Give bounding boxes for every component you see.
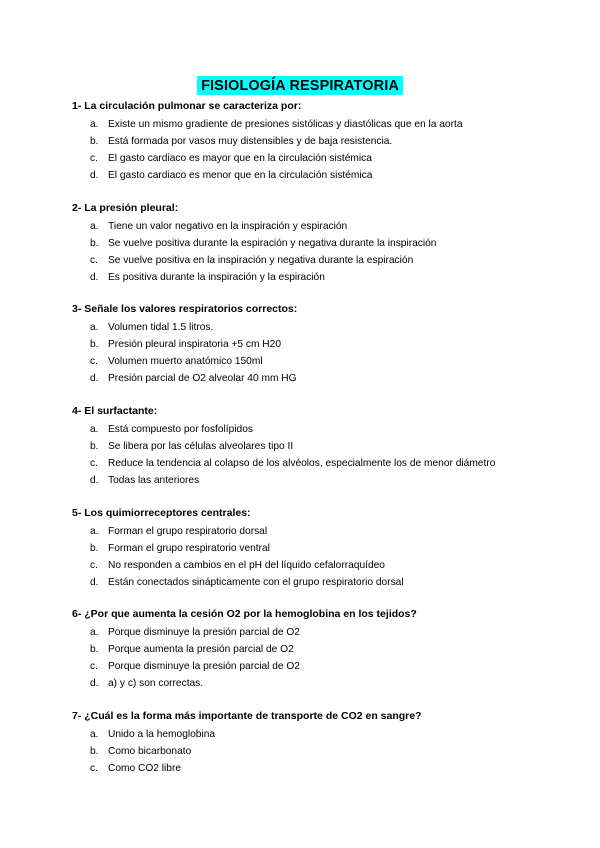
option-text: Volumen muerto anatómico 150ml — [108, 356, 263, 367]
question-text: 2- La presión pleural: — [72, 202, 179, 214]
option-a — [72, 319, 572, 336]
option-letter: c. — [90, 560, 98, 571]
option-text: Está formada por vasos muy distensibles y de baja resistencia. — [108, 136, 393, 147]
option-c — [72, 353, 572, 370]
option-c — [72, 252, 572, 269]
option-letter: c. — [90, 356, 98, 367]
option-text: Como bicarbonato — [108, 746, 192, 757]
page-title: FISIOLOGÍA RESPIRATORIA — [197, 76, 403, 95]
options-list — [72, 218, 572, 286]
option-a — [72, 726, 572, 743]
option-text: Se libera por las células alveolares tipo II — [108, 441, 294, 452]
option-b — [72, 743, 572, 760]
option-letter: a. — [90, 424, 99, 435]
option-text: Porque aumenta la presión parcial de O2 — [108, 644, 294, 655]
question-text: 1- La circulación pulmonar se caracteriza por: — [72, 100, 302, 112]
question-5 — [72, 506, 572, 591]
question-1 — [72, 99, 572, 184]
option-b — [72, 641, 572, 658]
option-text: a) y c) son correctas. — [108, 678, 204, 689]
option-letter: a. — [90, 322, 99, 333]
option-letter: a. — [90, 729, 99, 740]
option-letter: a. — [90, 627, 99, 638]
option-text: No responden a cambios en el pH del líquido cefalorraquídeo — [108, 560, 385, 571]
option-text: Está compuesto por fosfolípidos — [108, 424, 253, 435]
option-letter: b. — [90, 543, 99, 554]
option-text: Presión parcial de O2 alveolar 40 mm HG — [108, 373, 297, 384]
option-text: Todas las anteriores — [108, 475, 200, 486]
option-letter: a. — [90, 221, 99, 232]
option-c — [72, 760, 572, 777]
option-d — [72, 574, 572, 591]
option-text: Unido a la hemoglobina — [108, 729, 216, 740]
option-d — [72, 167, 572, 184]
option-a — [72, 624, 572, 641]
option-letter: d. — [90, 678, 99, 689]
option-letter: b. — [90, 238, 99, 249]
option-letter: d. — [90, 272, 99, 283]
option-b — [72, 438, 572, 455]
option-letter: d. — [90, 475, 99, 486]
option-text: Están conectados sinápticamente con el grupo respiratorio dorsal — [108, 577, 404, 588]
options-list — [72, 116, 572, 184]
option-c — [72, 150, 572, 167]
question-7 — [72, 709, 572, 777]
option-b — [72, 235, 572, 252]
option-letter: b. — [90, 746, 99, 757]
option-letter: b. — [90, 339, 99, 350]
option-b — [72, 336, 572, 353]
option-text: El gasto cardiaco es mayor que en la circulación sistémica — [108, 153, 372, 164]
option-a — [72, 523, 572, 540]
option-c — [72, 557, 572, 574]
option-text: Porque disminuye la presión parcial de O2 — [108, 661, 300, 672]
option-d — [72, 472, 572, 489]
option-text: Tiene un valor negativo en la inspiración y espiración — [108, 221, 348, 232]
option-a — [72, 421, 572, 438]
option-letter: d. — [90, 373, 99, 384]
question-text: 5- Los quimiorreceptores centrales: — [72, 507, 251, 519]
options-list — [72, 726, 572, 777]
question-text: 6- ¿Por que aumenta la cesión O2 por la hemoglobina en los tejidos? — [72, 608, 417, 620]
options-list — [72, 319, 572, 387]
option-letter: a. — [90, 526, 99, 537]
option-a — [72, 116, 572, 133]
option-letter: d. — [90, 577, 99, 588]
option-b — [72, 133, 572, 150]
option-text: Se vuelve positiva en la inspiración y negativa durante la espiración — [108, 255, 414, 266]
option-a — [72, 218, 572, 235]
question-6 — [72, 607, 572, 692]
option-text: Es positiva durante la inspiración y la espiración — [108, 272, 325, 283]
question-4 — [72, 404, 572, 489]
option-text: Porque disminuye la presión parcial de O2 — [108, 627, 300, 638]
option-text: Forman el grupo respiratorio dorsal — [108, 526, 268, 537]
question-text: 3- Señale los valores respiratorios correctos: — [72, 303, 298, 315]
option-letter: b. — [90, 644, 99, 655]
option-d — [72, 370, 572, 387]
question-2 — [72, 201, 572, 286]
options-list — [72, 523, 572, 591]
option-text: Presión pleural inspiratoria +5 cm H20 — [108, 339, 281, 350]
option-c — [72, 658, 572, 675]
option-letter: c. — [90, 661, 98, 672]
option-d — [72, 269, 572, 286]
title-container — [0, 76, 600, 95]
option-text: Reduce la tendencia al colapso de los alvéolos, especialmente los de menor diámetro — [108, 458, 496, 469]
option-letter: c. — [90, 255, 98, 266]
option-b — [72, 540, 572, 557]
option-text: Existe un mismo gradiente de presiones sistólicas y diastólicas que en la aorta — [108, 119, 463, 130]
option-letter: d. — [90, 170, 99, 181]
option-text: Como CO2 libre — [108, 763, 182, 774]
option-text: Se vuelve positiva durante la espiración y negativa durante la inspiración — [108, 238, 437, 249]
option-text: El gasto cardiaco es menor que en la circulación sistémica — [108, 170, 373, 181]
option-c — [72, 455, 572, 472]
options-list — [72, 421, 572, 489]
question-3 — [72, 302, 572, 387]
option-letter: c. — [90, 153, 98, 164]
question-text: 7- ¿Cuál es la forma más importante de transporte de CO2 en sangre? — [72, 710, 422, 722]
option-letter: a. — [90, 119, 99, 130]
options-list — [72, 624, 572, 692]
option-letter: b. — [90, 441, 99, 452]
option-d — [72, 675, 572, 692]
option-letter: c. — [90, 763, 98, 774]
question-text: 4- El surfactante: — [72, 405, 158, 417]
option-text: Volumen tidal 1.5 litros. — [108, 322, 214, 333]
option-letter: b. — [90, 136, 99, 147]
option-letter: c. — [90, 458, 98, 469]
option-text: Forman el grupo respiratorio ventral — [108, 543, 270, 554]
